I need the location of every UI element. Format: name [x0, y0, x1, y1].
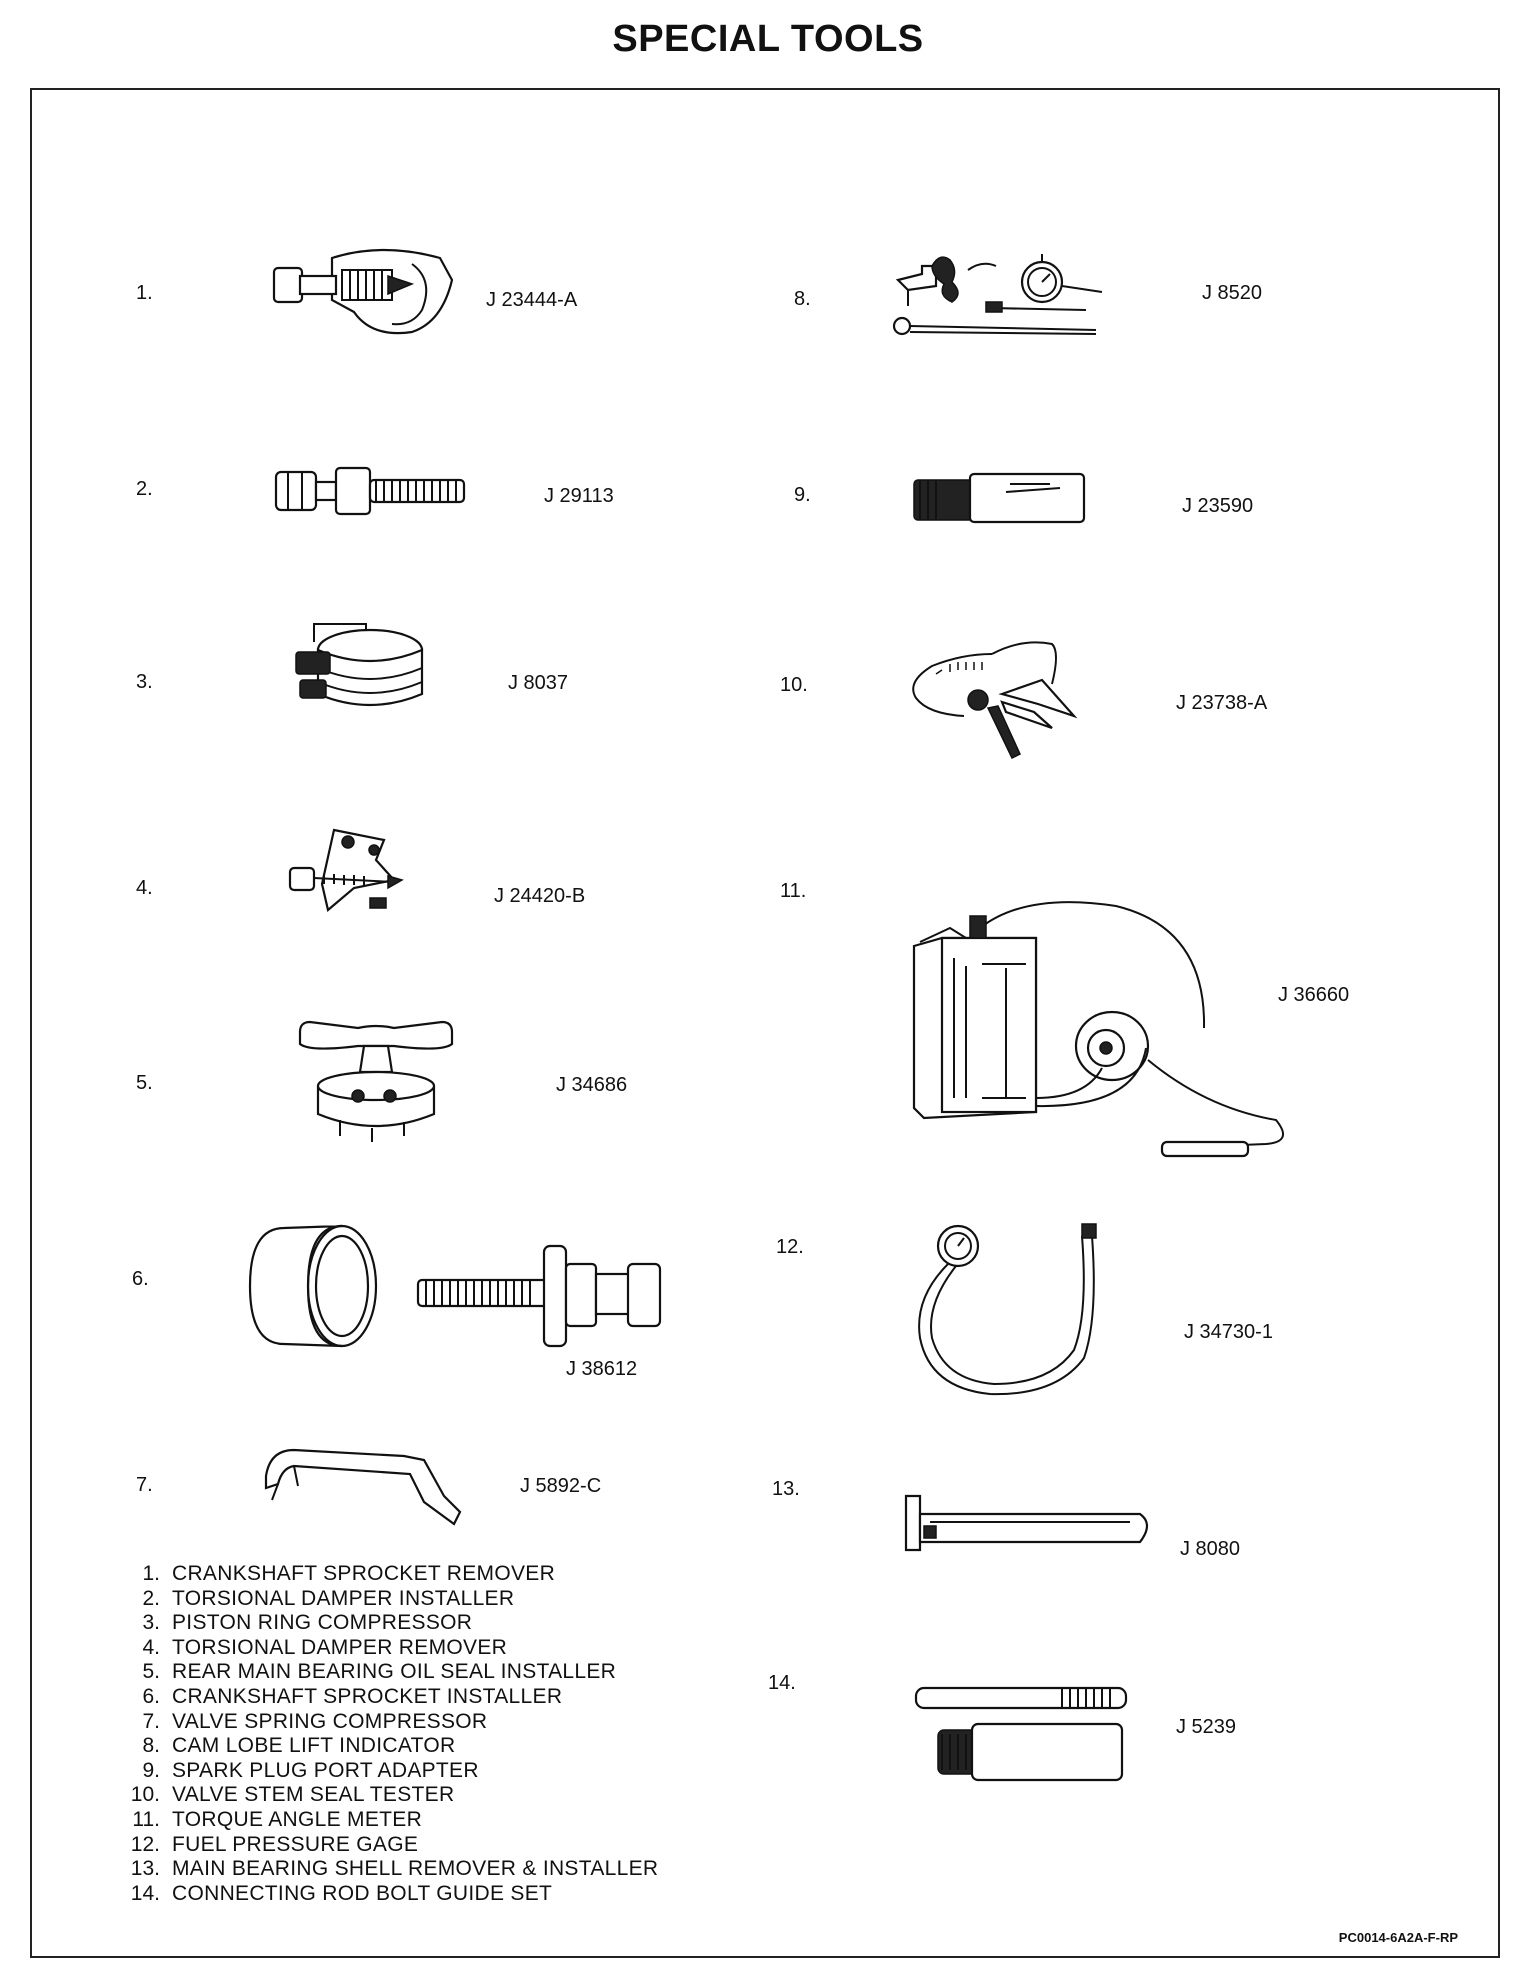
sprocket-installer-icon — [414, 1242, 664, 1352]
item-number: 12. — [776, 1236, 804, 1258]
part-code: J 23444-A — [486, 289, 578, 311]
plug-adapter-icon — [910, 470, 1090, 526]
part-code: J 8520 — [1202, 282, 1263, 304]
part-code: J 34686 — [556, 1074, 628, 1096]
legend-item: 11. TORQUE ANGLE METER — [132, 1807, 423, 1831]
legend-item: 6. CRANKSHAFT SPROCKET INSTALLER — [142, 1684, 563, 1708]
item-number: 14. — [768, 1672, 796, 1694]
ring-compressor-icon — [286, 612, 426, 716]
part-code: J 8037 — [508, 672, 569, 694]
item-number: 8. — [794, 288, 811, 310]
item-number: 13. — [772, 1478, 800, 1500]
legend-item: 2. TORSIONAL DAMPER INSTALLER — [142, 1586, 515, 1610]
part-code: J 8080 — [1180, 1538, 1241, 1560]
legend-item: 12. FUEL PRESSURE GAGE — [130, 1832, 419, 1856]
legend-item: 1. CRANKSHAFT SPROCKET REMOVER — [142, 1562, 556, 1585]
part-code: J 5239 — [1176, 1716, 1237, 1738]
sprocket-remover-icon — [262, 240, 462, 340]
guide-set-icon — [912, 1684, 1132, 1788]
seal-tester-icon — [902, 632, 1092, 772]
item-number: 10. — [780, 674, 808, 696]
part-code: J 23590 — [1182, 495, 1254, 517]
shell-remover-icon — [900, 1490, 1160, 1560]
legend-item: 4. TORSIONAL DAMPER REMOVER — [142, 1635, 508, 1659]
legend-item: 8. CAM LOBE LIFT INDICATOR — [142, 1734, 456, 1758]
item-number: 3. — [136, 671, 153, 693]
part-code: J 24420-B — [494, 885, 586, 907]
legend-item: 9. SPARK PLUG PORT ADAPTER — [142, 1758, 479, 1782]
item-number: 2. — [136, 478, 153, 500]
sleeve-icon — [244, 1218, 384, 1354]
legend-item: 7. VALVE SPRING COMPRESSOR — [142, 1709, 488, 1733]
legend-item: 3. PISTON RING COMPRESSOR — [142, 1611, 473, 1635]
item-number: 6. — [132, 1268, 149, 1290]
item-number: 9. — [794, 484, 811, 506]
damper-installer-icon — [272, 462, 472, 522]
page-title: SPECIAL TOOLS — [612, 18, 924, 60]
item-number: 5. — [136, 1072, 153, 1094]
legend-item: 10. VALVE STEM SEAL TESTER — [130, 1783, 455, 1807]
angle-meter-icon — [906, 898, 1296, 1162]
part-code: J 38612 — [566, 1358, 638, 1380]
legend-item: 14. CONNECTING ROD BOLT GUIDE SET — [130, 1881, 553, 1905]
lift-indicator-icon — [886, 246, 1106, 346]
legend-item: 13. MAIN BEARING SHELL REMOVER & INSTALLER — [130, 1857, 659, 1881]
legend-item: 5. REAR MAIN BEARING OIL SEAL INSTALLER — [142, 1660, 617, 1684]
seal-installer-icon — [296, 1014, 456, 1154]
damper-remover-icon — [284, 820, 414, 924]
part-code: J 36660 — [1278, 984, 1350, 1006]
item-number: 11. — [780, 880, 807, 902]
item-number: 7. — [136, 1474, 153, 1496]
reference-code: PC0014-6A2A-F-RP — [1338, 1930, 1458, 1945]
part-code: J 34730-1 — [1184, 1321, 1273, 1343]
item-number: 1. — [136, 282, 153, 304]
spring-compressor-icon — [254, 1436, 470, 1536]
item-number: 4. — [136, 877, 153, 899]
part-code: J 29113 — [544, 485, 614, 507]
pressure-gage-icon — [906, 1218, 1116, 1408]
tool-legend — [128, 1562, 658, 1906]
part-code: J 23738-A — [1176, 692, 1268, 714]
part-code: J 5892-C — [520, 1475, 602, 1497]
